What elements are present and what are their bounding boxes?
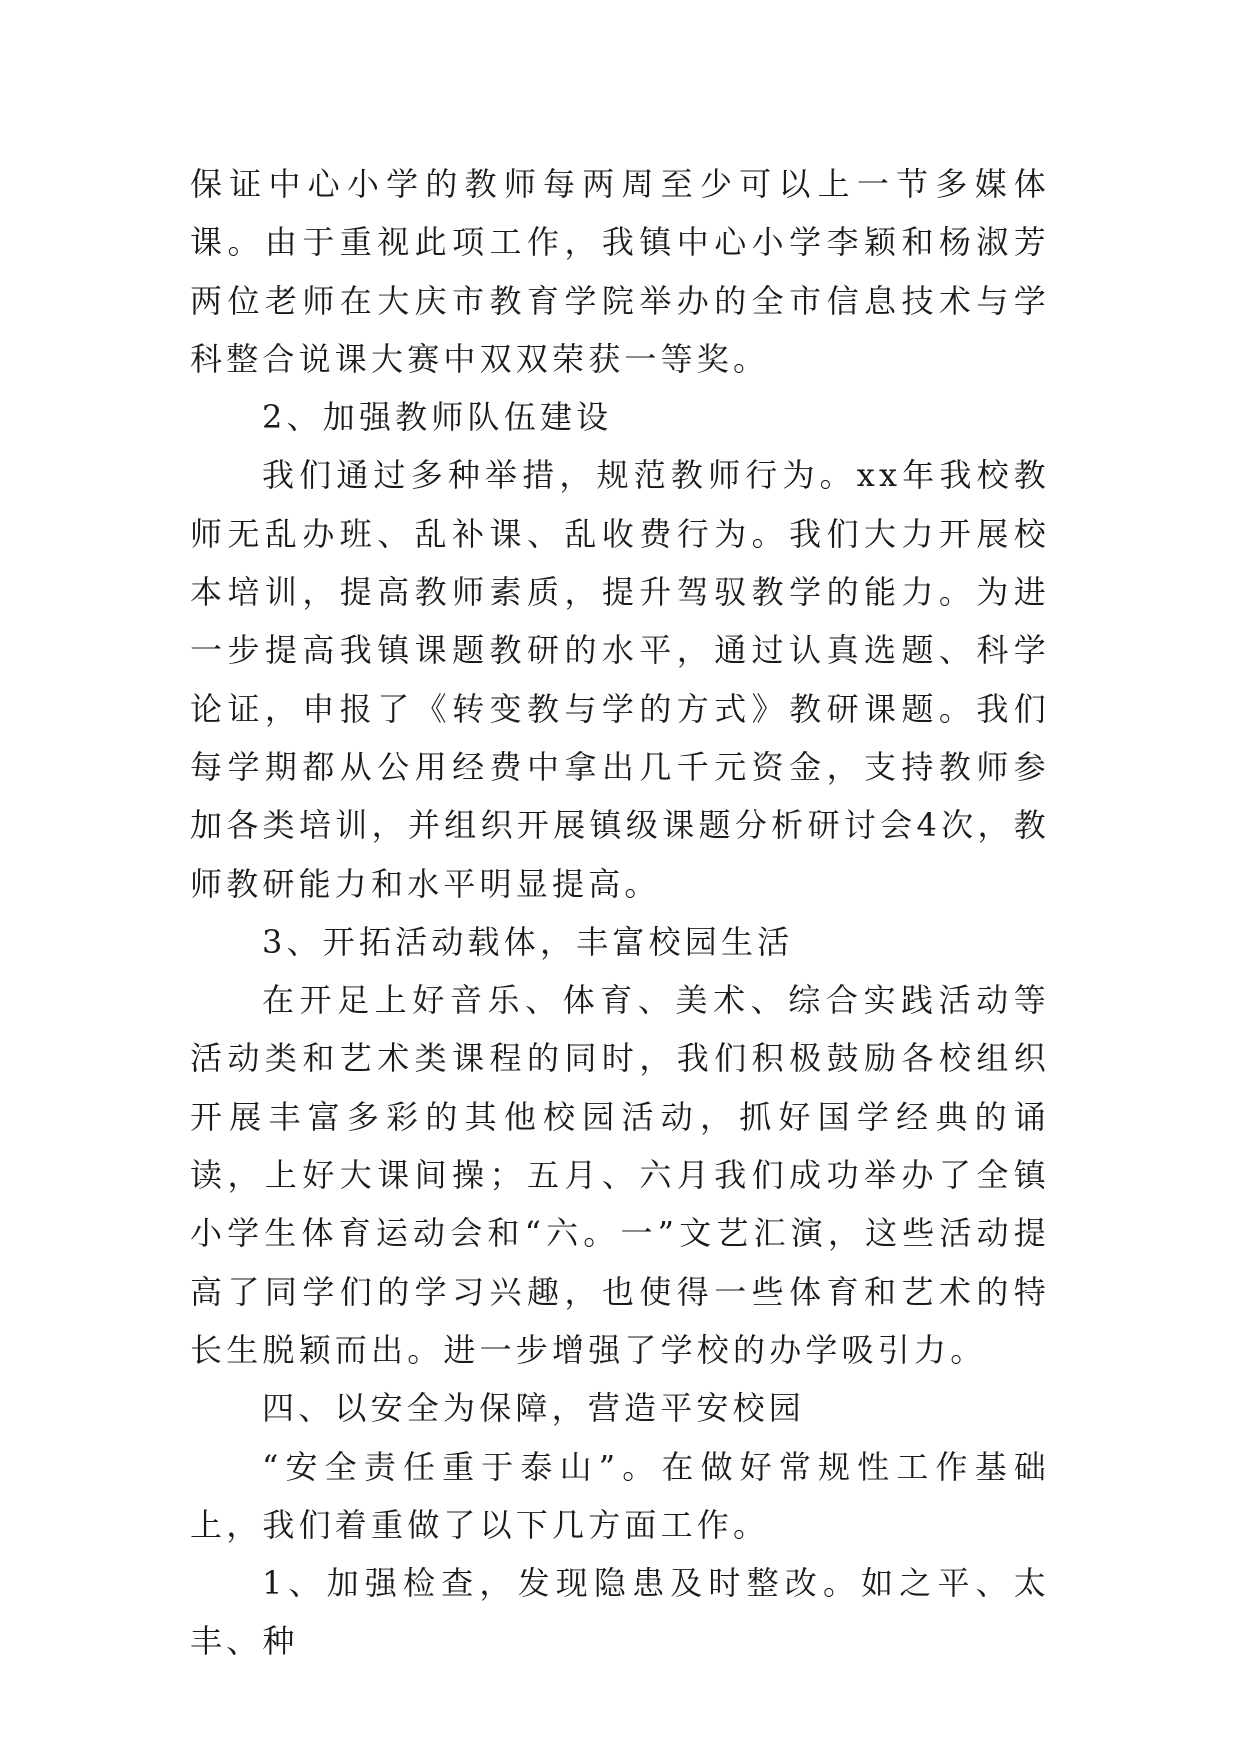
heading-safety: 四、以安全为保障，营造平安校园 xyxy=(262,1389,806,1428)
heading-campus-activities: 3、开拓活动载体，丰富校园生活 xyxy=(262,922,794,961)
heading-teacher-team: 2、加强教师队伍建设 xyxy=(262,398,613,437)
paragraph-multimedia-award: 保证中心小学的教师每两周至少可以上一节多媒体课。由于重视此项工作，我镇中心小学李颖和杨淑芳两位老师在大庆市教育学院举办的全市信息技术与学科整合说课大赛中双双荣获一等奖。 xyxy=(190,165,1050,378)
paragraph-campus-activities: 在开足上好音乐、体育、美术、综合实践活动等活动类和艺术类课程的同时，我们积极鼓励各校组织开展丰富多彩的其他校园活动，抓好国学经典的诵读，上好大课间操；五月、六月我们成功举办了全镇小学生体育运动会和“六。一”文艺汇演，这些活动提高了同学们的学习兴趣，也使得一些体育和艺术的特长生脱颖而出。进一步增强了学校的办学吸引力。 xyxy=(190,981,1050,1369)
paragraph-inspection: 1、加强检查，发现隐患及时整改。如之平、太丰、种 xyxy=(190,1564,1050,1661)
paragraph-safety: “安全责任重于泰山”。在做好常规性工作基础上，我们着重做了以下几方面工作。 xyxy=(190,1447,1050,1544)
paragraph-teacher-team: 我们通过多种举措，规范教师行为。xx年我校教师无乱办班、乱补课、乱收费行为。我们大力开展校本培训，提高教师素质，提升驾驭教学的能力。为进一步提高我镇课题教研的水平，通过认真选题、科学论证，申报了《转变教与学的方式》教研课题。我们每学期都从公用经费中拿出几千元资金，支持教师参加各类培训，并组织开展镇级课题分析研讨会4次，教师教研能力和水平明显提高。 xyxy=(190,456,1050,903)
document-body xyxy=(190,155,1050,1671)
